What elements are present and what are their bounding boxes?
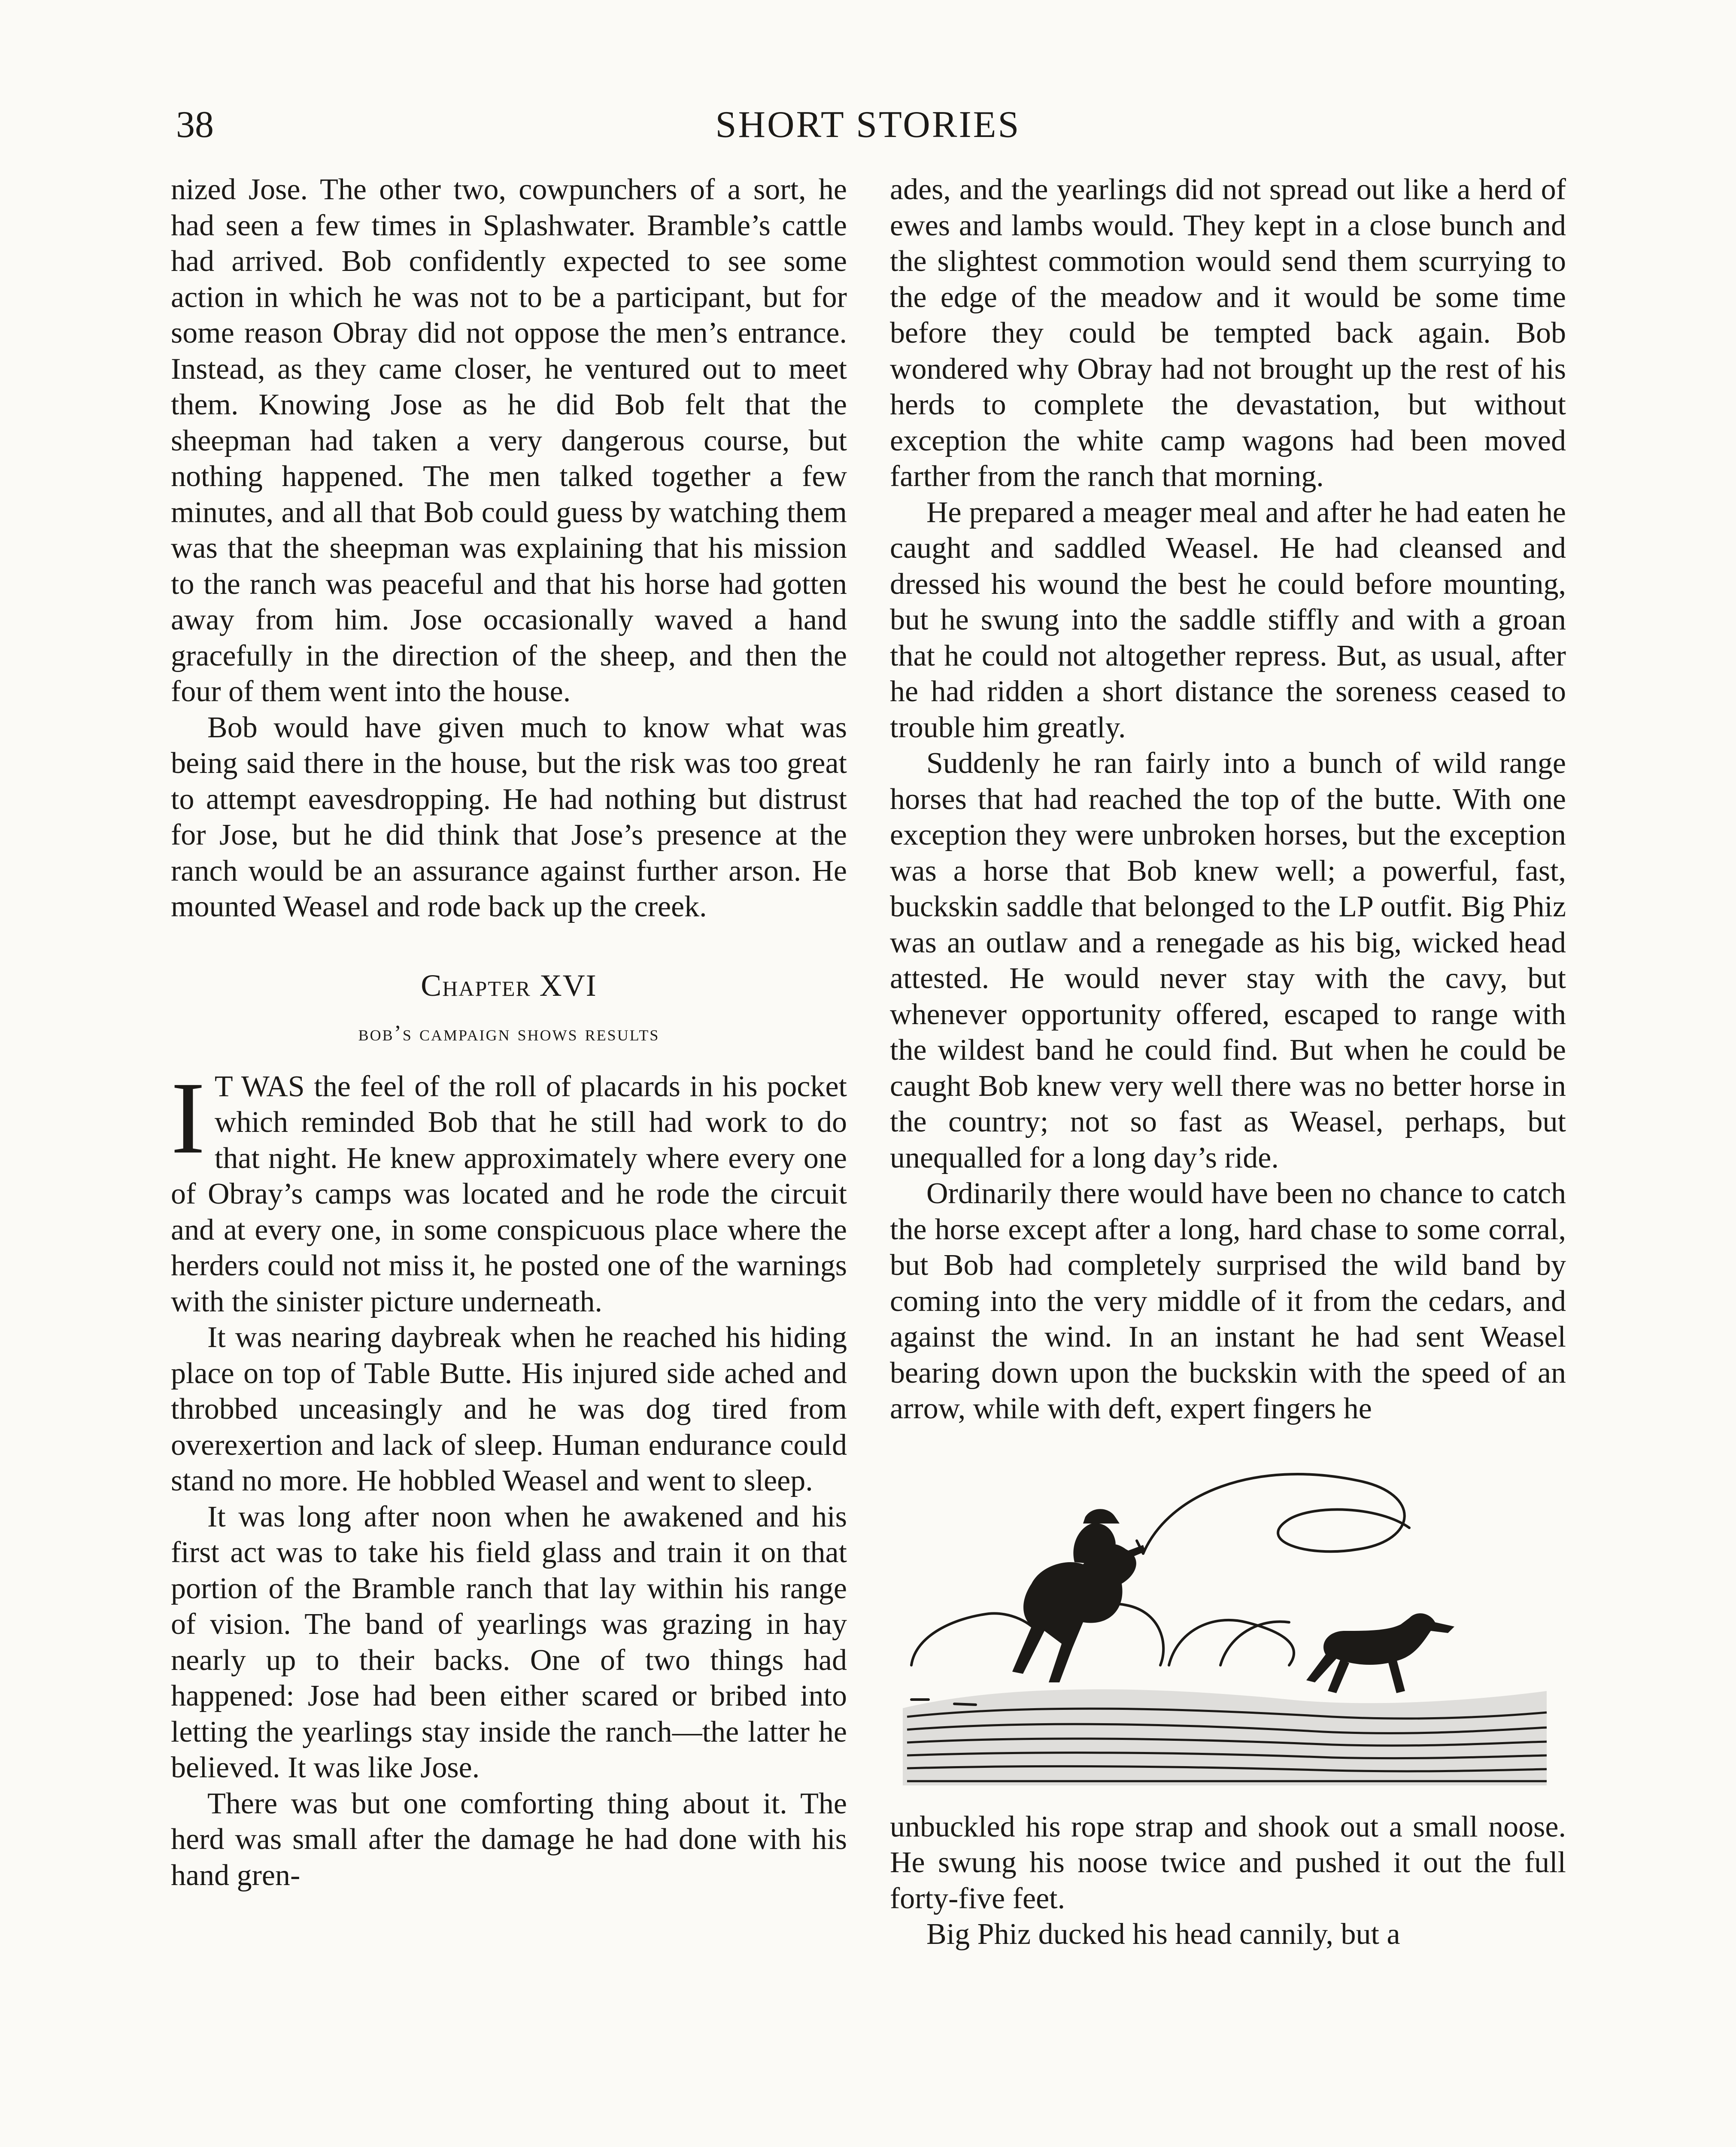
paragraph: nized Jose. The other two, cowpunchers of a sort, he had seen a few times in Splashwater. Bramble’s cattle had arrived. Bob confidently expected to see some action in which he was not to be a participant, but for some reason Obray did not oppose the men’s entrance. Instead, as they came closer, he ventured out to meet them. Knowing Jose as he did Bob felt that the sheepman had taken a very dangerous course, but nothing happened. The men talked together a few minutes, and all that Bob could guess by watching them was that the sheepman was explaining that his mission to the ranch was peaceful and that his horse had gotten away from him. Jose occasionally waved a hand gracefully in the direction of the sheep, and then the four of them went into the house.	[171, 173, 847, 708]
paragraph: unbuckled his rope strap and shook out a small noose. He swung his noose twice and pushed it out the full forty-five feet.	[890, 1810, 1566, 1915]
drop-cap: I	[171, 1060, 205, 1175]
chapter-subtitle: bob’s campaign shows results	[358, 1021, 660, 1046]
paragraph: There was but one comforting thing about it. The herd was small after the damage he had done with his hand gren-	[171, 1787, 847, 1892]
cowboy-roping-horse-illustration	[903, 1442, 1551, 1785]
running-head: SHORT STORIES	[715, 104, 1021, 146]
paragraph: He prepared a meager meal and after he had eaten he caught and saddled Weasel. He had cleansed and dressed his wound the best he could before mounting, but he swung into the saddle stiffly and with a groan that he could not altogether repress. But, as usual, after he had ridden a short distance the soreness ceased to trouble him greatly.	[890, 496, 1566, 744]
paragraph: Suddenly he ran fairly into a bunch of wild range horses that had reached the top of the butte. With one exception they were unbroken horses, but the exception was a horse that Bob knew well; a powerful, fast, buckskin saddle that belonged to the LP outfit. Big Phiz was an outlaw and a renegade as his big, wicked head attested. He would never stay with the cavy, but whenever opportunity offered, escaped to range with the wildest band he could find. But when he could be caught Bob knew very well there was no better horse in the country; not so fast as Weasel, perhaps, but unequalled for a long day’s ride.	[890, 747, 1566, 1174]
right-column	[890, 172, 1566, 1952]
paragraph: Bob would have given much to know what was being said there in the house, but the risk was too great to attempt eavesdropping. He had nothing but distrust for Jose, but he did think that Jose’s presence at the ranch would be an assurance against further arson. He mounted Weasel and rode back up the creek.	[171, 711, 847, 923]
paragraph: Big Phiz ducked his head cannily, but a	[926, 1918, 1400, 1951]
paragraph-text: T WAS the feel of the roll of placards in his pocket which reminded Bob that he still had work to do that night. He knew approximately where every one of Obray’s camps was located and he rode the circuit and at every one, in some conspicuous place where the herders could not miss it, he posted one of the warnings with the sinister picture underneath.	[171, 1070, 847, 1318]
chapter-opening-paragraph	[171, 1060, 847, 1320]
page-number: 38	[176, 104, 214, 146]
chapter-title: Chapter XVI	[421, 968, 597, 1003]
paragraph: ades, and the yearlings did not spread out like a herd of ewes and lambs would. They kept in a close bunch and the slightest commotion would send them scurrying to the edge of the meadow and it would be some time before they could be tempted back again. Bob wondered why Obray had not brought up the rest of his herds to complete the devastation, but without exception the white camp wagons had been moved farther from the ranch that morning.	[890, 173, 1566, 493]
paragraph: It was long after noon when he awakened and his first act was to take his field glass and train it on that portion of the Bramble ranch that lay within his range of vision. The band of yearlings was grazing in hay nearly up to their backs. One of two things had happened: Jose had been either scared or bribed into letting the yearlings stay inside the ranch—the latter he believed. It was like Jose.	[171, 1500, 847, 1784]
paragraph: Ordinarily there would have been no chance to catch the horse except after a long, hard chase to some corral, but Bob had completely surprised the wild band by coming into the very middle of it from the cedars, and against the wind. In an instant he had sent Weasel bearing down upon the buckskin with the speed of an arrow, while with deft, expert fingers he	[890, 1177, 1566, 1425]
paragraph: It was nearing daybreak when he reached his hiding place on top of Table Butte. His injured side ached and throbbed unceasingly and he was dog tired from overexertion and lack of sleep. Human endurance could stand no more. He hobbled Weasel and went to sleep.	[171, 1321, 847, 1497]
left-column	[171, 172, 847, 1893]
